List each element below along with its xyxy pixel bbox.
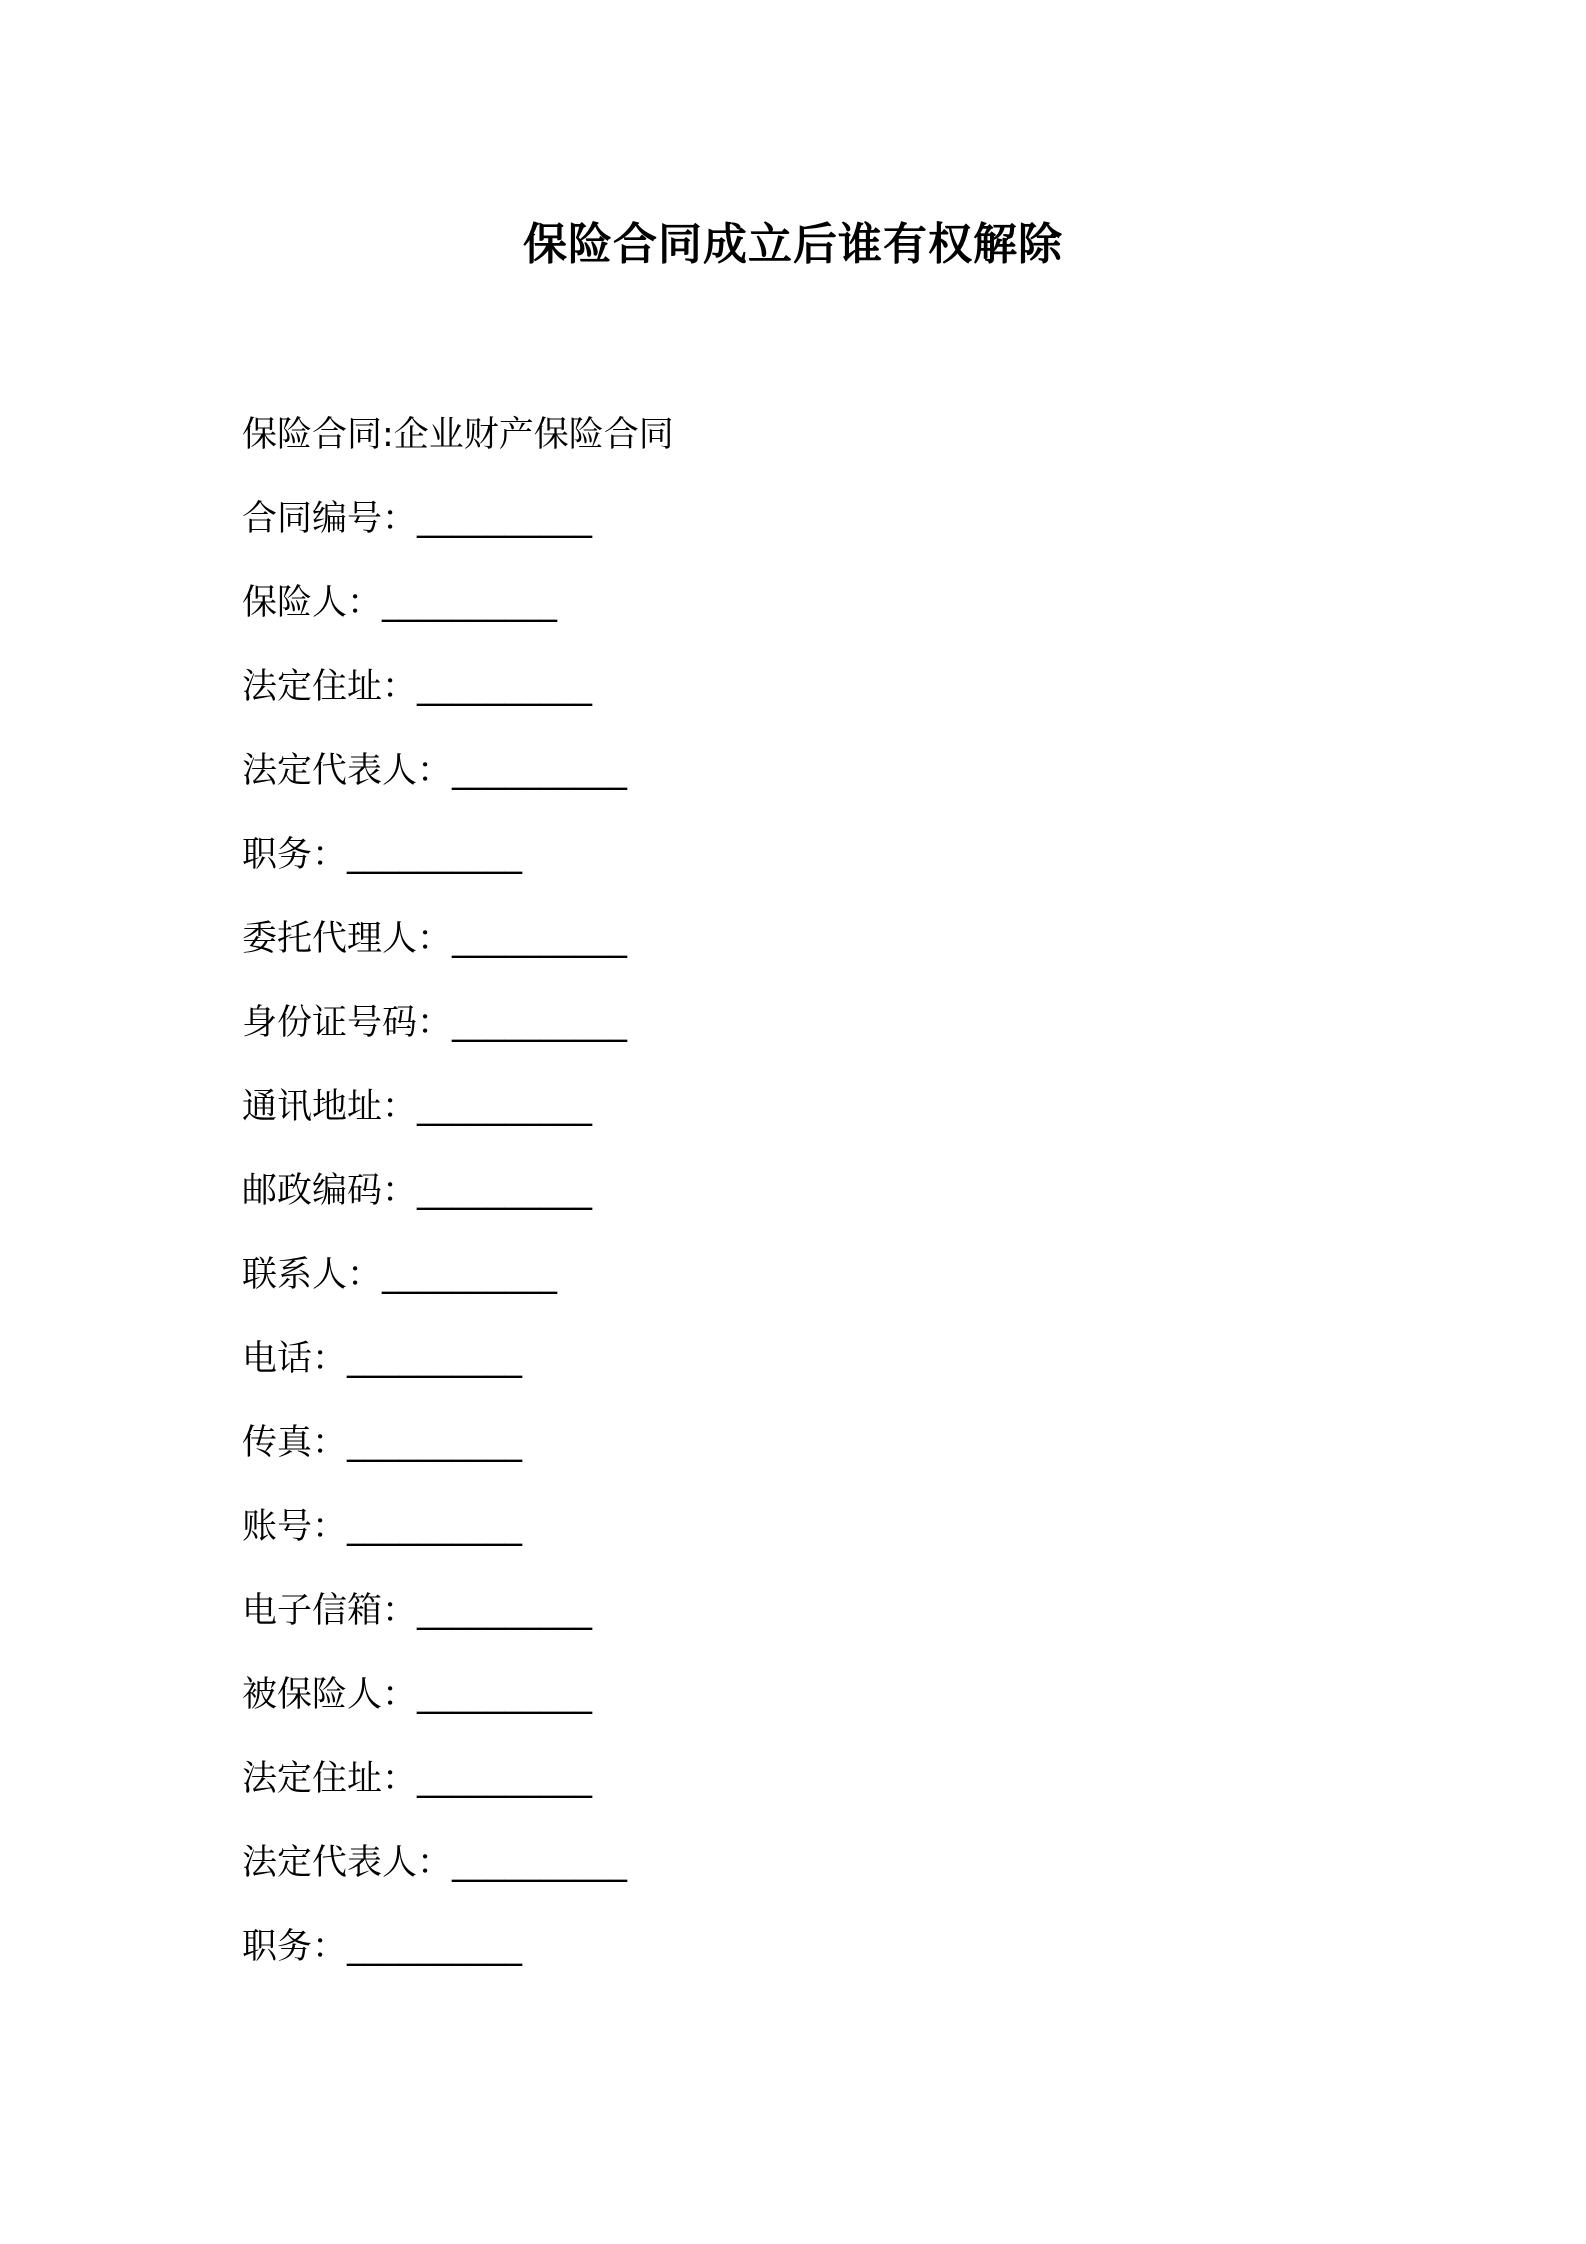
field-blank-line: __________ [452, 751, 628, 791]
field-label: 法定住址： [242, 667, 418, 707]
field-blank-line: __________ [417, 1087, 593, 1127]
field-label: 保险人： [242, 583, 383, 623]
field-row [242, 1329, 674, 1413]
field-blank-line: __________ [417, 667, 593, 707]
field-blank-line: __________ [452, 1003, 628, 1043]
field-row [242, 1413, 674, 1497]
field-row [242, 1749, 674, 1833]
field-row [242, 1077, 674, 1161]
field-blank-line: __________ [347, 1507, 523, 1547]
field-row [242, 993, 674, 1077]
field-label: 保险合同:企业财产保险合同 [242, 415, 674, 455]
field-label: 法定代表人： [242, 751, 453, 791]
field-label: 电话： [242, 1339, 348, 1379]
field-row [242, 657, 674, 741]
field-label: 身份证号码： [242, 1003, 453, 1043]
field-blank-line: __________ [417, 1675, 593, 1715]
field-label: 邮政编码： [242, 1171, 418, 1211]
field-blank-line: __________ [347, 1927, 523, 1967]
field-row [242, 573, 674, 657]
field-label: 法定住址： [242, 1759, 418, 1799]
field-blank-line: __________ [382, 1255, 558, 1295]
field-blank-line: __________ [382, 583, 558, 623]
field-label: 通讯地址： [242, 1087, 418, 1127]
document-title: 保险合同成立后谁有权解除 [523, 219, 1063, 270]
field-blank-line: __________ [452, 1843, 628, 1883]
field-row [242, 825, 674, 909]
field-row [242, 405, 674, 489]
field-label: 合同编号： [242, 499, 418, 539]
field-row [242, 1581, 674, 1665]
field-blank-line: __________ [347, 1423, 523, 1463]
field-label: 传真： [242, 1423, 348, 1463]
field-blank-line: __________ [417, 1759, 593, 1799]
field-row [242, 1833, 674, 1917]
field-blank-line: __________ [417, 499, 593, 539]
field-blank-line: __________ [417, 1171, 593, 1211]
field-blank-line: __________ [452, 919, 628, 959]
field-row [242, 909, 674, 993]
field-row [242, 1161, 674, 1245]
field-list [242, 405, 674, 2001]
field-label: 联系人： [242, 1255, 383, 1295]
field-label: 账号： [242, 1507, 348, 1547]
field-label: 委托代理人： [242, 919, 453, 959]
field-row [242, 489, 674, 573]
field-row [242, 1665, 674, 1749]
field-blank-line: __________ [347, 1339, 523, 1379]
field-label: 被保险人： [242, 1675, 418, 1715]
field-blank-line: __________ [347, 835, 523, 875]
field-label: 电子信箱： [242, 1591, 418, 1631]
field-label: 职务： [242, 1927, 348, 1967]
field-label: 法定代表人： [242, 1843, 453, 1883]
field-label: 职务： [242, 835, 348, 875]
field-blank-line: __________ [417, 1591, 593, 1631]
field-row [242, 1497, 674, 1581]
field-row [242, 741, 674, 825]
field-row [242, 1245, 674, 1329]
field-row [242, 1917, 674, 2001]
